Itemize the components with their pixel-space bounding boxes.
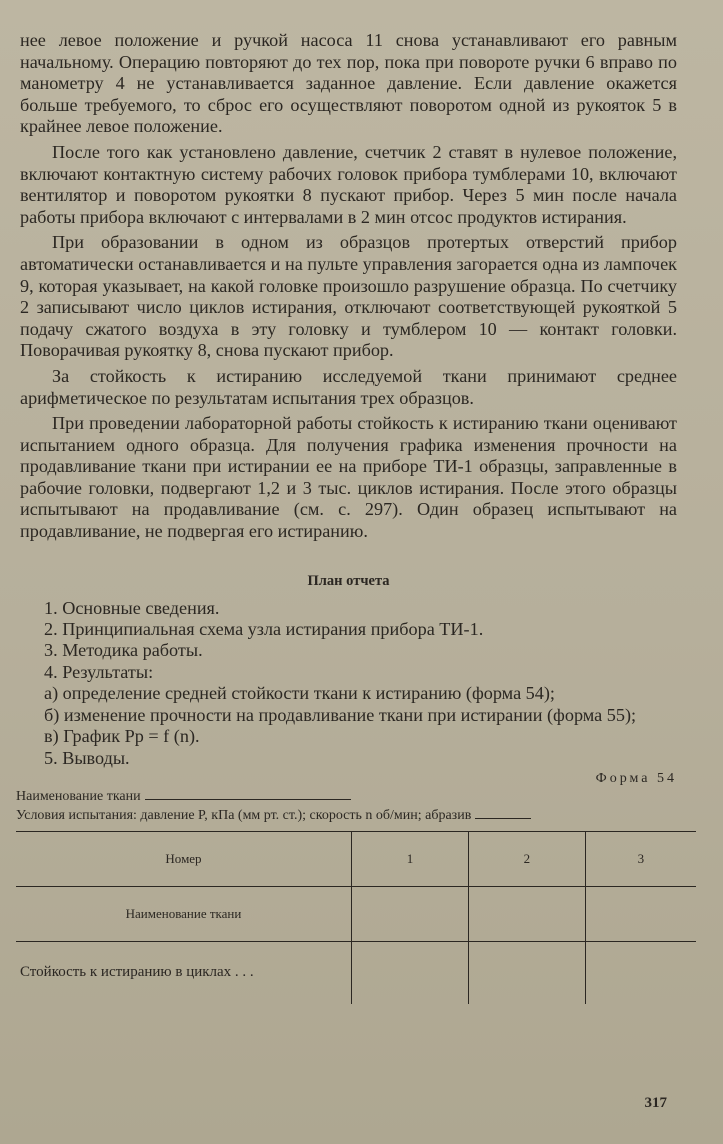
report-plan-list — [20, 598, 677, 769]
table-cell — [468, 941, 585, 1004]
report-plan-title: План отчета — [307, 572, 390, 589]
header-cell: 1 — [352, 831, 469, 886]
list-item: 3. Методика работы. — [44, 640, 203, 661]
form-54-table — [16, 831, 696, 1004]
table-row — [16, 886, 696, 941]
list-item: 1. Основные сведения. — [44, 597, 220, 618]
header-cell: 2 — [468, 831, 585, 886]
table-cell — [585, 886, 696, 941]
row-label: Стойкость к истиранию в циклах . . . — [16, 941, 352, 1004]
list-item: а) определение средней стойкости ткани к истиранию (форма 54); — [44, 683, 555, 704]
paragraph: нее левое положение и ручкой насоса 11 снова устанавливают его равным начальному. Операцию повторяют до тех пор, пока при повороте ручки 6 вправо по манометру 4 не устанавливается заданное давление. Если давление окажется больше требуемого, то сброс его осуществляют поворотом одной из рукояток 5 в крайнее левое положение. — [20, 30, 677, 137]
table-cell — [468, 886, 585, 941]
table-cell — [585, 941, 696, 1004]
paragraph: При образовании в одном из образцов протертых отверстий прибор автоматически останавливается и на пульте управления загорается одна из лампочек 9, которая указывает, на какой головке произошло разрушение образца. По счетчику 2 записывают число циклов истирания, отключают соответствующей рукояткой 5 подачу сжатого воздуха в эту головку и тумблером 10 — контакт головки. Поворачивая рукоятку 8, снова пускают прибор. — [20, 232, 677, 361]
abrasive-blank — [475, 806, 531, 819]
form-label: Форма 54 — [595, 770, 677, 786]
fabric-name-label: Наименование ткани — [16, 788, 141, 804]
paragraph: За стойкость к истиранию исследуемой ткани принимают среднее арифметическое по результатам испытания трех образцов. — [20, 365, 677, 408]
test-conditions-label: Условия испытания: давление P, кПа (мм рт. ст.); скорость n об/мин; абразив — [16, 807, 472, 823]
header-cell: 3 — [585, 831, 696, 886]
list-item: 5. Выводы. — [44, 747, 130, 768]
table-cell — [352, 886, 469, 941]
page-number: 317 — [644, 1095, 667, 1111]
list-item: б) изменение прочности на продавливание ткани при истирании (форма 55); — [44, 704, 637, 725]
list-item: в) График Pp = f (n). — [44, 726, 200, 747]
test-conditions-field — [16, 806, 677, 825]
paragraph: При проведении лабораторной работы стойкость к истиранию ткани оценивают испытанием одного образца. Для получения графика изменения прочности на продавливание ткани при истирании ее на приборе ТИ-1 образцы, заправленные в рабочие головки, подвергают 1,2 и 3 тыс. циклов истирания. После этого образцы испытывают на продавливание (см. с. 297). Один образец испытывают на продавливание, не подвергая его истиранию. — [20, 413, 677, 542]
body-text — [20, 30, 677, 543]
list-item: 4. Результаты: — [44, 661, 154, 682]
table-row — [16, 941, 696, 1004]
paragraph: После того как установлено давление, счетчик 2 ставят в нулевое положение, включают контактную систему рабочих головок прибора тумблерами 10, включают вентилятор и поворотом рукоятки 8 пускают прибор. Через 5 мин после начала работы прибора включают с интервалами в 2 мин отсос продуктов истирания. — [20, 141, 677, 227]
row-label: Наименование ткани — [16, 886, 352, 941]
table-header-row — [16, 831, 696, 886]
fabric-name-field — [16, 787, 677, 806]
table-cell — [352, 941, 469, 1004]
fabric-name-blank — [145, 787, 351, 800]
list-item: 2. Принципиальная схема узла истирания прибора ТИ-1. — [44, 619, 484, 640]
header-cell: Номер — [16, 831, 352, 886]
